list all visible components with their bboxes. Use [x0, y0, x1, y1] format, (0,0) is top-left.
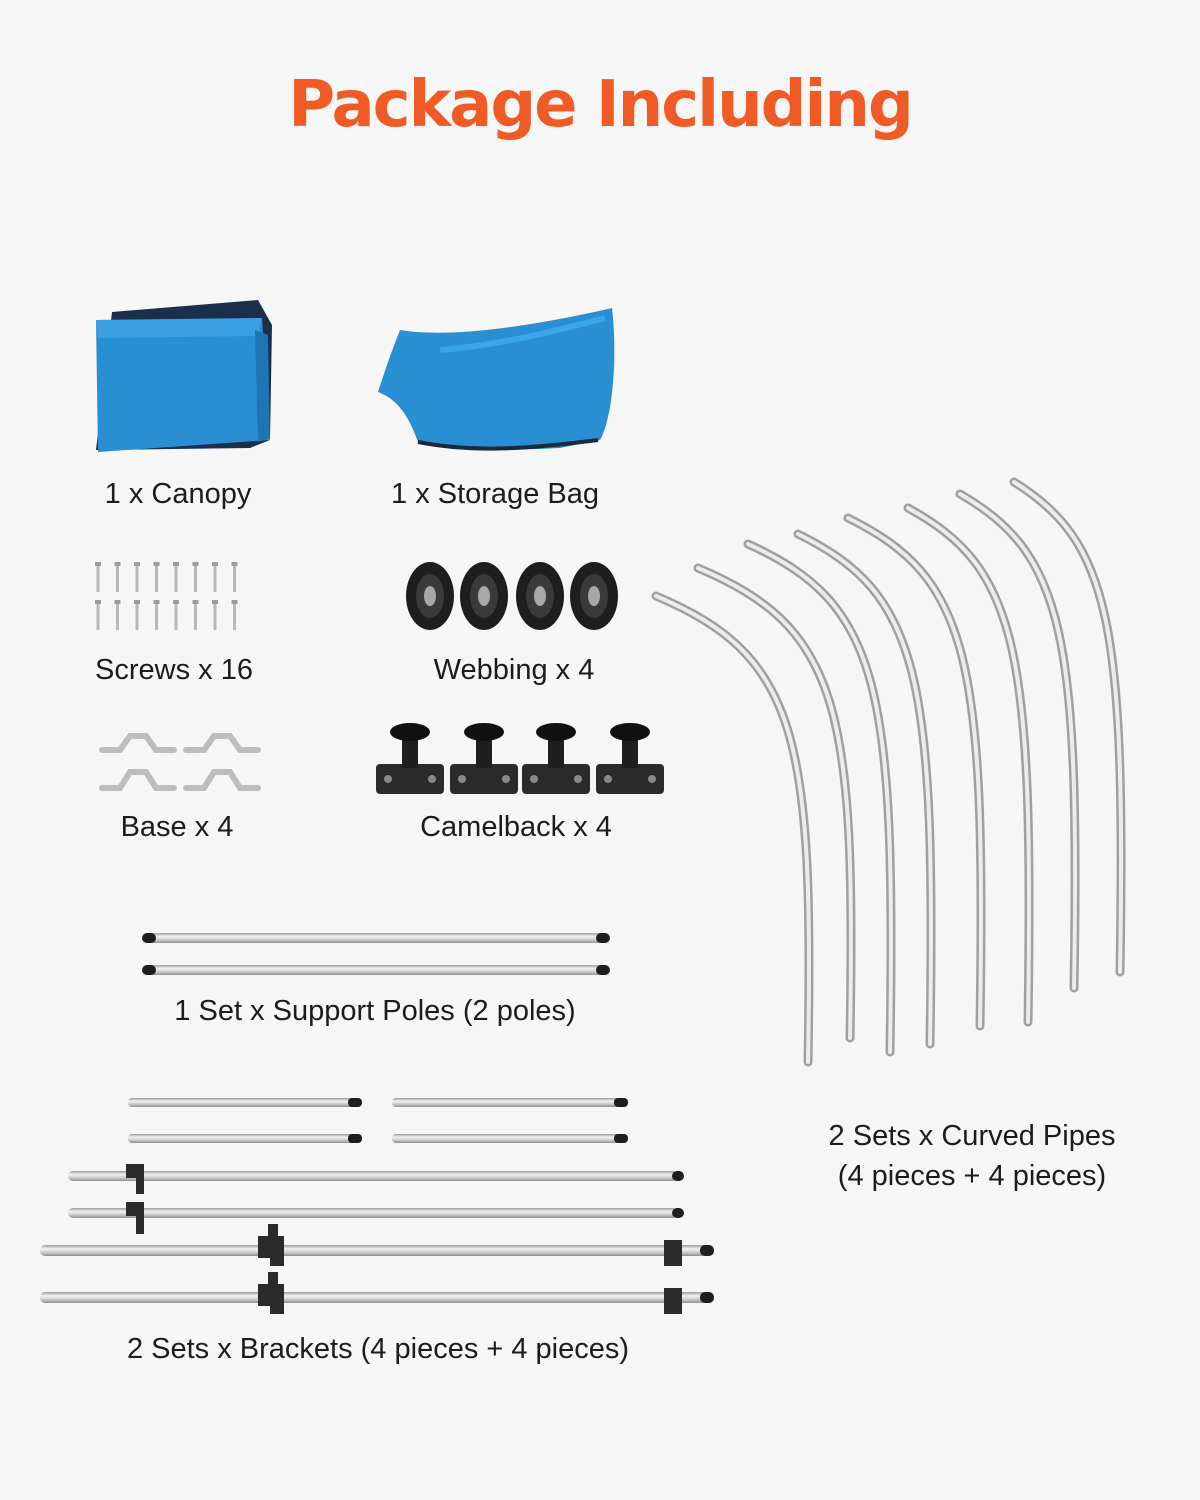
webbing-label: Webbing x 4	[433, 654, 595, 686]
base-image	[102, 736, 258, 788]
base-label: Base x 4	[120, 811, 234, 843]
screws-label: Screws x 16	[95, 654, 253, 686]
brackets-image	[40, 1098, 714, 1314]
storage-bag-image	[378, 308, 614, 450]
canopy-image	[96, 300, 272, 452]
curved-pipes-image	[656, 482, 1121, 1062]
canopy-label: 1 x Canopy	[104, 478, 252, 510]
support-poles-label: 1 Set x Support Poles (2 poles)	[174, 995, 576, 1027]
support-poles-image	[142, 933, 610, 975]
page-title: Package Including	[288, 68, 912, 142]
camelback-label: Camelback x 4	[420, 811, 612, 843]
curved-pipes-label-line1: 2 Sets x Curved Pipes	[828, 1120, 1116, 1152]
webbing-image	[406, 562, 618, 630]
camelback-image	[376, 723, 664, 794]
curved-pipes-label-line2: (4 pieces + 4 pieces)	[837, 1160, 1107, 1192]
brackets-label: 2 Sets x Brackets (4 pieces + 4 pieces)	[126, 1333, 630, 1365]
storage-bag-label: 1 x Storage Bag	[391, 478, 599, 510]
curved-pipes-label	[829, 1116, 1116, 1196]
screws-image	[95, 562, 238, 630]
